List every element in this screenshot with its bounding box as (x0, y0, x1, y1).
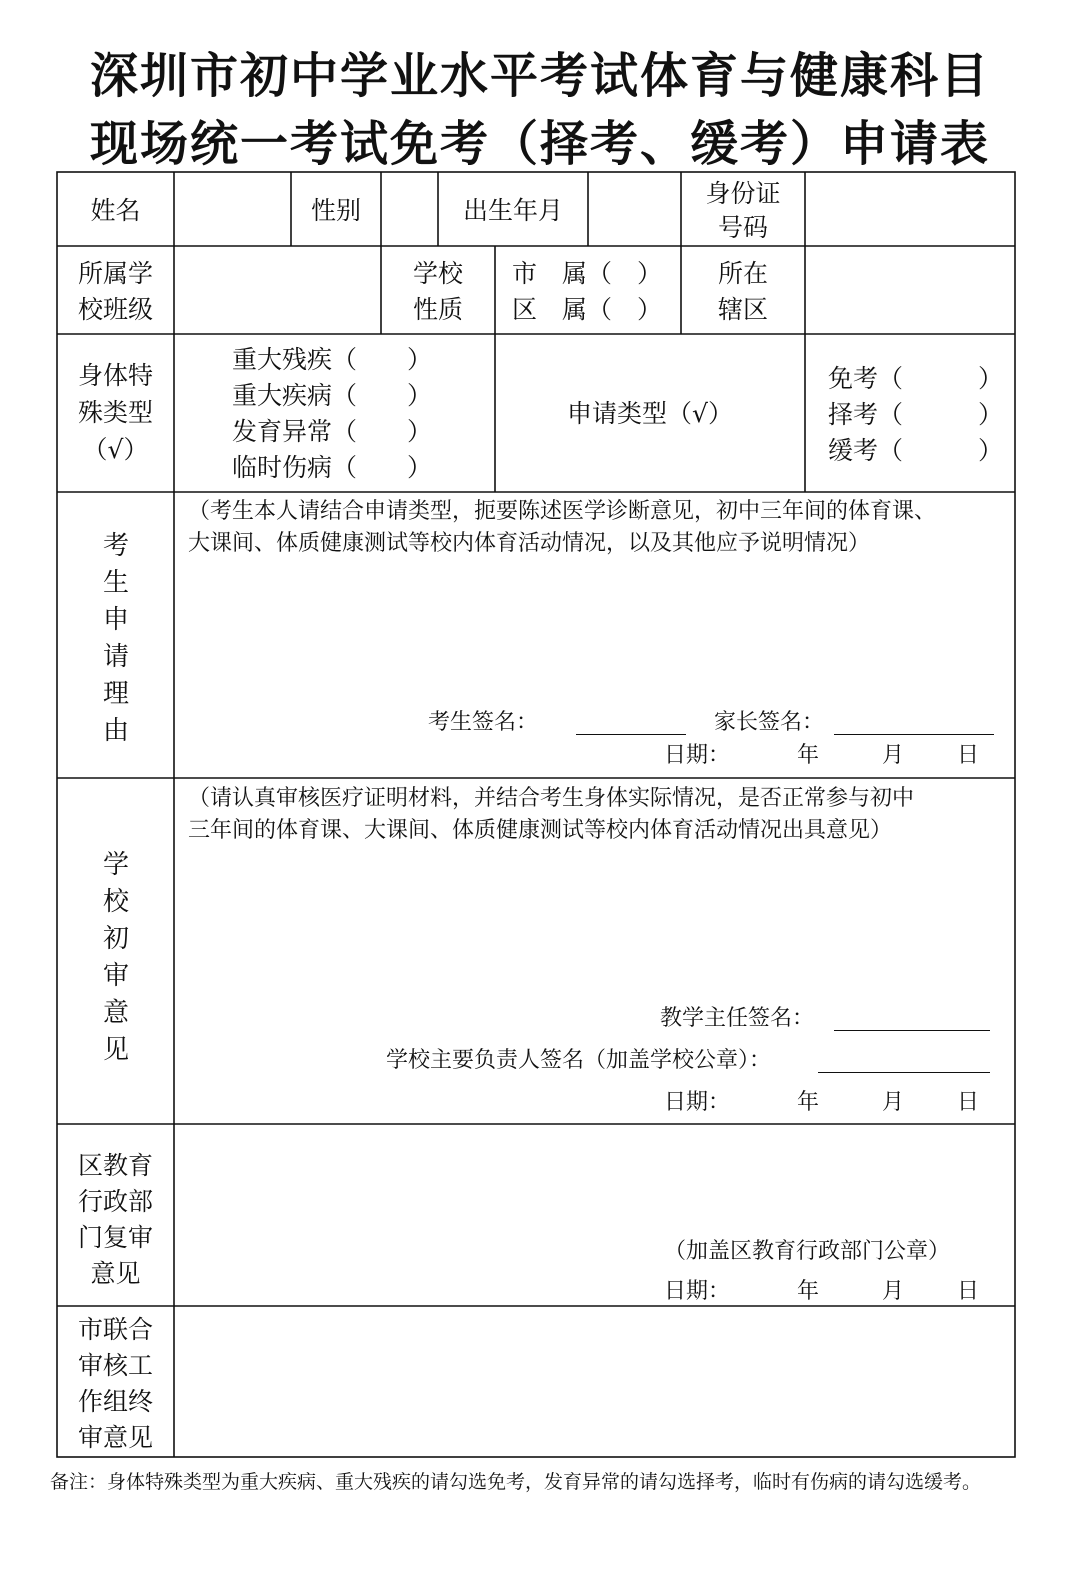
city-review-field[interactable] (180, 1312, 1010, 1452)
district-label-line-1: 所在 (717, 259, 768, 288)
school-nature-label-line-2: 性质 (412, 295, 463, 324)
district-review-label-line-3: 门复审 (77, 1223, 153, 1252)
district-review-date-year: 年 (797, 1279, 820, 1304)
school-class-label-line-1: 所属学 (77, 259, 153, 288)
apply-type-label: 申请类型（√） (567, 399, 733, 428)
school-review-date-year: 年 (797, 1090, 820, 1115)
id-number-label-line-2: 号码 (717, 213, 768, 242)
option-exempt[interactable]: 免考（ ） (828, 364, 1004, 393)
district-review-label-line-4: 意见 (90, 1259, 141, 1288)
option-major-disability[interactable]: 重大残疾（ ） (232, 345, 433, 374)
school-review-field[interactable] (180, 852, 1010, 992)
body-type-label-line-1: 身体特 (77, 361, 153, 390)
school-instruction-line-1: （请认真审核医疗证明材料，并结合考生身体实际情况，是否正常参与初中 (188, 786, 915, 811)
application-instruction-line-1: （考生本人请结合申请类型，扼要陈述医学诊断意见，初中三年间的体育课、 (188, 499, 937, 524)
option-temporary-injury[interactable]: 临时伤病（ ） (232, 453, 433, 482)
principal-signature-label: 学校主要负责人签名（加盖学校公章）： (386, 1048, 772, 1073)
birth-date-label: 出生年月 (462, 196, 563, 225)
city-review-label-line-2: 审核工 (77, 1351, 153, 1380)
footnote: 备注：身体特殊类型为重大疾病、重大残疾的请勾选免考，发育异常的请勾选择考，临时有伤病的请勾选缓考。 (50, 1471, 982, 1493)
application-instruction-line-2: 大课间、体质健康测试等校内体育活动情况，以及其他应予说明情况） (188, 531, 871, 556)
district-seal-note: （加盖区教育行政部门公章） (664, 1239, 951, 1264)
name-field[interactable] (174, 178, 291, 242)
district-school-option[interactable]: 区 属（ ） (512, 295, 663, 324)
body-type-label-line-2: 殊类型 (77, 398, 153, 427)
school-review-date-label: 日期： (664, 1090, 731, 1115)
form-title-line-2: 现场统一考试免考（择考、缓考）申请表 (89, 116, 990, 172)
birth-date-field[interactable] (588, 178, 681, 242)
gender-label: 性别 (310, 196, 361, 225)
city-review-label-line-1: 市联合 (77, 1315, 153, 1344)
school-instruction-line-2: 三年间的体育课、大课间、体质健康测试等校内体育活动情况出具意见） (188, 818, 893, 843)
district-review-label-line-1: 区教育 (77, 1151, 153, 1180)
city-school-option[interactable]: 市 属（ ） (512, 259, 663, 288)
parent-signature-label: 家长签名： (714, 710, 825, 735)
school-class-label-line-2: 校班级 (77, 295, 153, 324)
gender-field[interactable] (381, 178, 438, 242)
school-review-date-day: 日 (957, 1090, 980, 1115)
body-type-label-line-3: （√） (82, 435, 149, 464)
school-review-date-month: 月 (882, 1090, 905, 1115)
id-number-label-line-1: 身份证 (705, 179, 781, 208)
parent-signature-line[interactable] (834, 734, 994, 735)
application-date-month: 月 (882, 743, 905, 768)
application-date-year: 年 (797, 743, 820, 768)
school-class-field[interactable] (174, 250, 381, 330)
application-reason-label: 考 生 申 请 理 由 (102, 531, 129, 746)
teaching-director-signature-line[interactable] (834, 1030, 990, 1031)
name-label: 姓名 (90, 196, 141, 225)
school-review-label: 学 校 初 审 意 见 (102, 850, 129, 1065)
teaching-director-signature-label: 教学主任签名： (660, 1006, 815, 1031)
district-field[interactable] (805, 250, 1011, 330)
city-review-label-line-3: 作组终 (77, 1387, 153, 1416)
id-number-field[interactable] (805, 178, 1011, 242)
form-title-line-1: 深圳市初中学业水平考试体育与健康科目 (89, 48, 990, 104)
application-date-label: 日期： (664, 743, 731, 768)
district-review-date-month: 月 (882, 1279, 905, 1304)
application-date-day: 日 (957, 743, 980, 768)
option-development-abnormality[interactable]: 发育异常（ ） (232, 417, 433, 446)
student-signature-line[interactable] (576, 734, 686, 735)
district-review-label-line-2: 行政部 (77, 1187, 153, 1216)
school-nature-label-line-1: 学校 (412, 259, 463, 288)
district-review-field[interactable] (180, 1130, 1010, 1230)
option-defer[interactable]: 缓考（ ） (828, 436, 1004, 465)
option-select-exam[interactable]: 择考（ ） (828, 400, 1004, 429)
district-label-line-2: 辖区 (717, 295, 768, 324)
district-review-date-day: 日 (957, 1279, 980, 1304)
application-reason-field[interactable] (180, 566, 1010, 694)
district-review-date-label: 日期： (664, 1279, 731, 1304)
option-major-disease[interactable]: 重大疾病（ ） (232, 381, 433, 410)
student-signature-label: 考生签名： (428, 710, 539, 735)
principal-signature-line[interactable] (818, 1072, 990, 1073)
city-review-label-line-4: 审意见 (77, 1423, 153, 1452)
